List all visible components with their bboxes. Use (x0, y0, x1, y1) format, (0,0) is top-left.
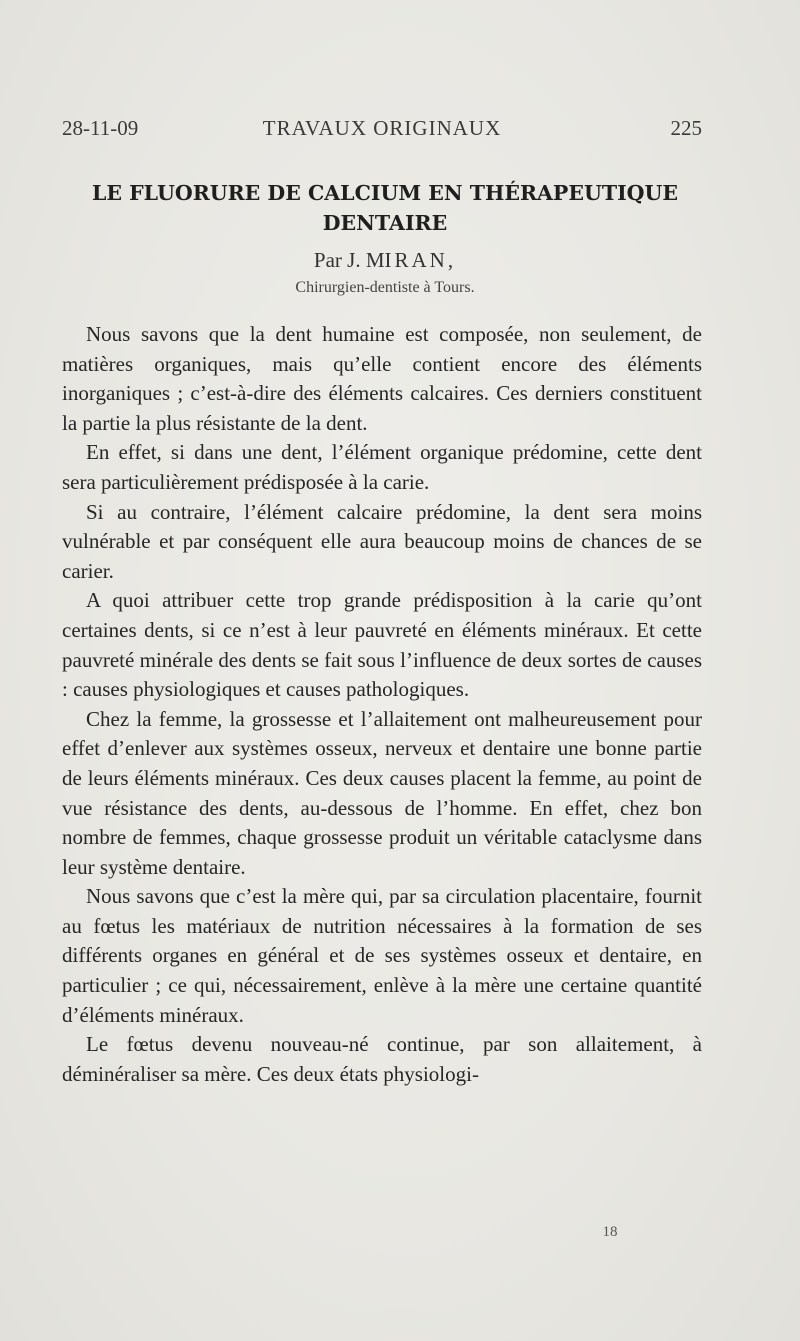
paragraph: Chez la femme, la grossesse et l’allaitement ont malheureusement pour effet d’enlever aux systèmes osseux, nerveux et dentaire une bonne partie de leurs éléments minéraux. Ces deux causes placent la femme, au point de vue résistance des dents, au-dessous de l’homme. En effet, chez bon nombre de femmes, chaque grossesse produit un véritable cataclysme dans leur système dentaire. (62, 706, 702, 879)
byline (60, 248, 710, 273)
issue-date: 28-11-09 (62, 116, 139, 140)
paragraph: Le fœtus devenu nouveau-né continue, par son allaitement, à déminéraliser sa mère. Ces deux états physiologi- (62, 1032, 702, 1086)
paragraph: En effet, si dans une dent, l’élément organique prédomine, cette dent sera particulièrement prédisposée à la carie. (62, 440, 702, 494)
section-title: TRAVAUX ORIGINAUX (262, 116, 502, 140)
article-body (62, 320, 702, 1089)
article-title-line-2: DENTAIRE (322, 211, 448, 235)
page-number: 225 (670, 116, 702, 140)
byline-prefix: Par J. M (313, 248, 385, 272)
running-head (62, 116, 702, 146)
author-affiliation: Chirurgien-dentiste à Tours. (295, 279, 475, 296)
paragraph: Nous savons que la dent humaine est composée, non seulement, de matières organiques, mais qu’elle contient encore des éléments inorganiques ; c’est-à-dire des éléments calcaires. Ces derniers constituent la partie la plus résistante de la dent. (62, 322, 702, 435)
signature-mark: 18 (602, 1224, 618, 1240)
paragraph: Si au contraire, l’élément calcaire prédomine, la dent sera moins vulnérable et par conséquent elle aura beaucoup moins de chances de se carier. (62, 499, 702, 583)
article-title (60, 178, 710, 238)
article-title-line-1: LE FLUORURE DE CALCIUM EN THÉRAPEUTIQUE (91, 181, 679, 205)
byline-author-name: IRAN, (384, 248, 457, 272)
paragraph: A quoi attribuer cette trop grande prédisposition à la carie qu’ont certaines dents, si ce n’est à leur pauvreté en éléments minéraux. Et cette pauvreté minérale des dents se fait sous l’influence de deux sortes de causes : causes physiologiques et causes pathologiques. (62, 588, 702, 702)
paragraph: Nous savons que c’est la mère qui, par sa circulation placentaire, fournit au fœtus les matériaux de nutrition nécessaires à la formation de ses différents organes en général et de ses systèmes osseux et dentaire, en particulier ; ce qui, nécessairement, enlève à la mère une certaine quantité d’éléments minéraux. (62, 884, 702, 1027)
